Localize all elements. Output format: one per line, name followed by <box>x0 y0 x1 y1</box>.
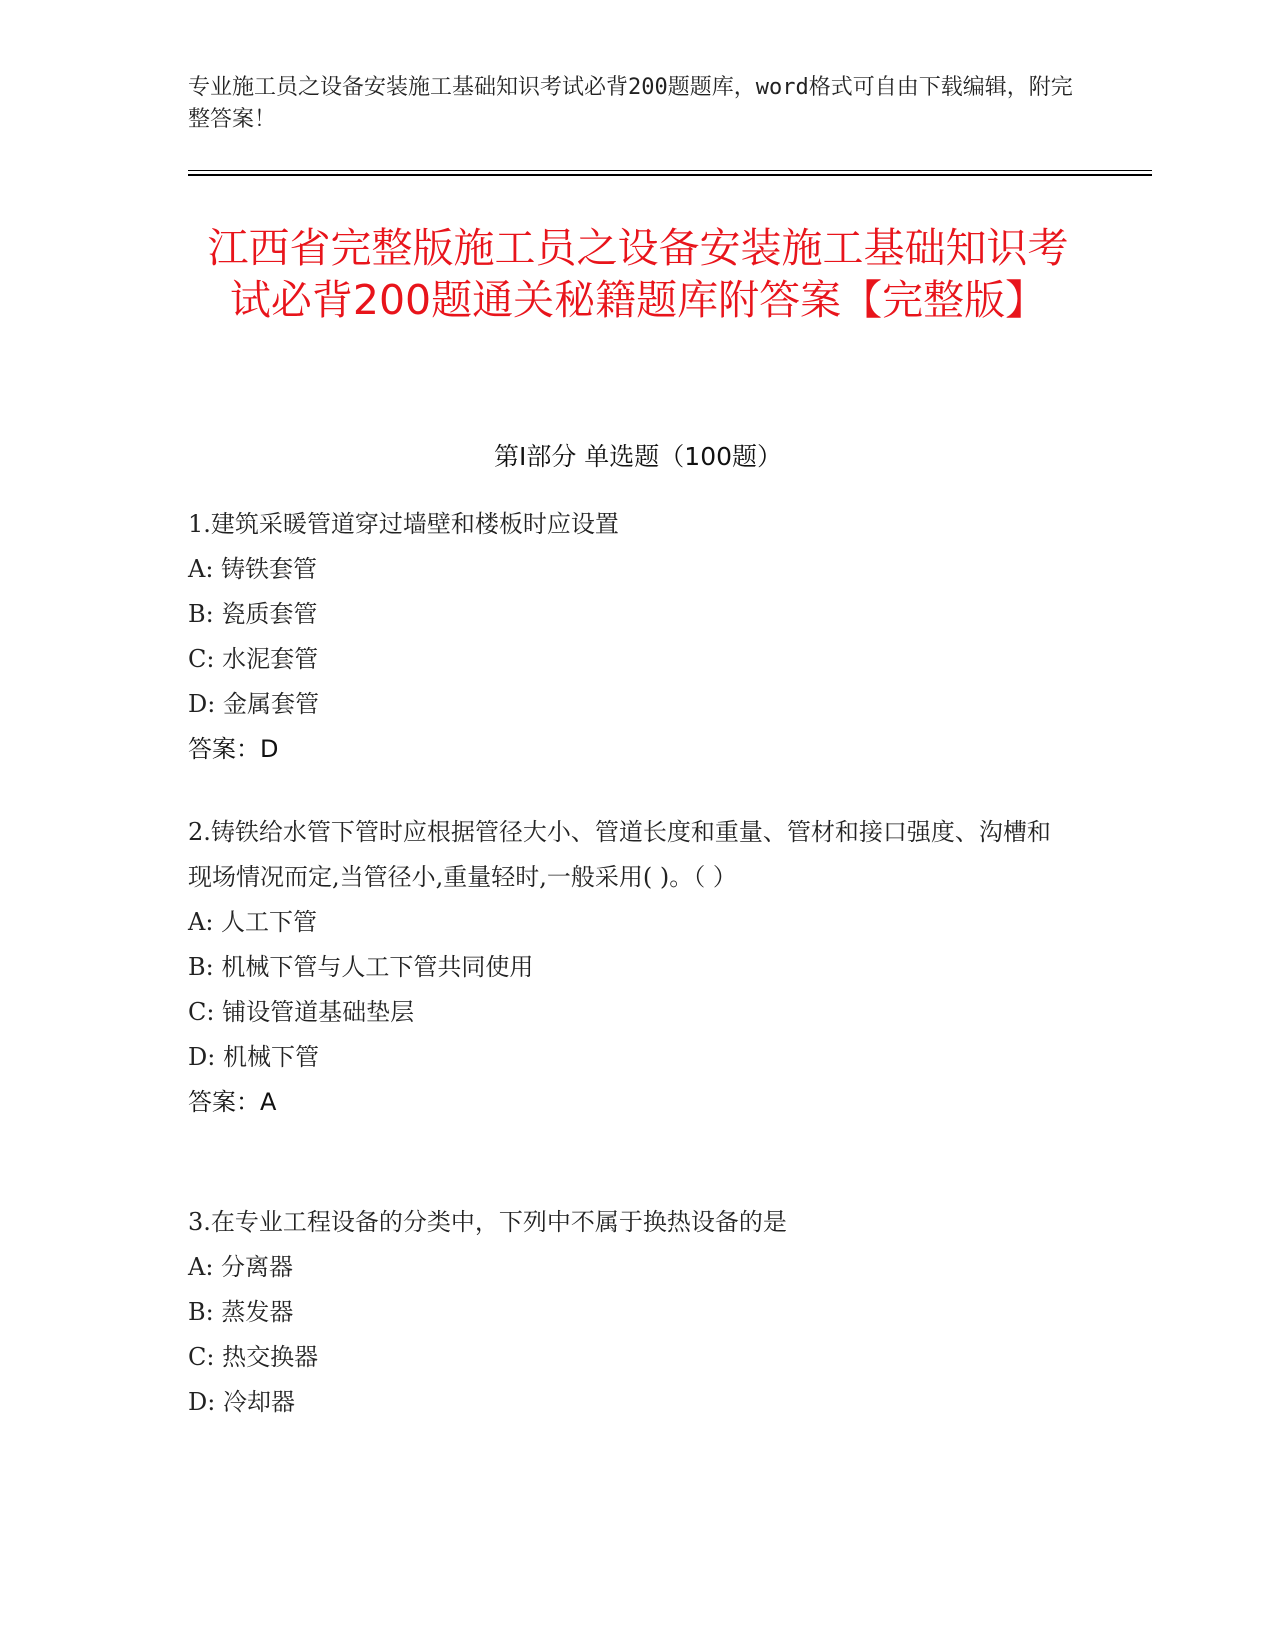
option-c: C: 铺设管道基础垫层 <box>188 998 415 1026</box>
question-stem: 1.建筑采暖管道穿过墙壁和楼板时应设置 <box>188 510 619 538</box>
option-b: B: 瓷质套管 <box>188 600 318 628</box>
header-note: 专业施工员之设备安装施工基础知识考试必背200题题库，word格式可自由下载编辑，附完整答案！ <box>188 75 1073 132</box>
header-rule-thin <box>188 170 1152 171</box>
question-1 <box>188 502 1068 772</box>
option-a: A: 铸铁套管 <box>188 555 318 583</box>
section-title: 第Ⅰ部分 单选题（100题） <box>493 442 783 471</box>
option-c: C: 热交换器 <box>188 1343 319 1371</box>
option-a: A: 分离器 <box>188 1253 294 1281</box>
option-c: C: 水泥套管 <box>188 645 319 673</box>
question-2 <box>188 810 1068 1125</box>
answer: 答案：A <box>188 1088 277 1116</box>
question-stem: 2.铸铁给水管下管时应根据管径大小、管道长度和重量、管材和接口强度、沟槽和现场情况而定,当管径小,重量轻时,一般采用( )。（ ） <box>188 818 1051 891</box>
document-title: 江西省完整版施工员之设备安装施工基础知识考试必背200题通关秘籍题库附答案【完整版】 <box>207 224 1069 324</box>
option-d: D: 机械下管 <box>188 1043 319 1071</box>
option-d: D: 金属套管 <box>188 690 319 718</box>
header-rule-thick <box>188 174 1152 176</box>
option-b: B: 机械下管与人工下管共同使用 <box>188 953 534 981</box>
question-stem: 3.在专业工程设备的分类中，下列中不属于换热设备的是 <box>188 1208 787 1236</box>
option-b: B: 蒸发器 <box>188 1298 294 1326</box>
option-d: D: 冷却器 <box>188 1388 295 1416</box>
question-3 <box>188 1200 1068 1425</box>
answer: 答案：D <box>188 735 279 763</box>
option-a: A: 人工下管 <box>188 908 318 936</box>
